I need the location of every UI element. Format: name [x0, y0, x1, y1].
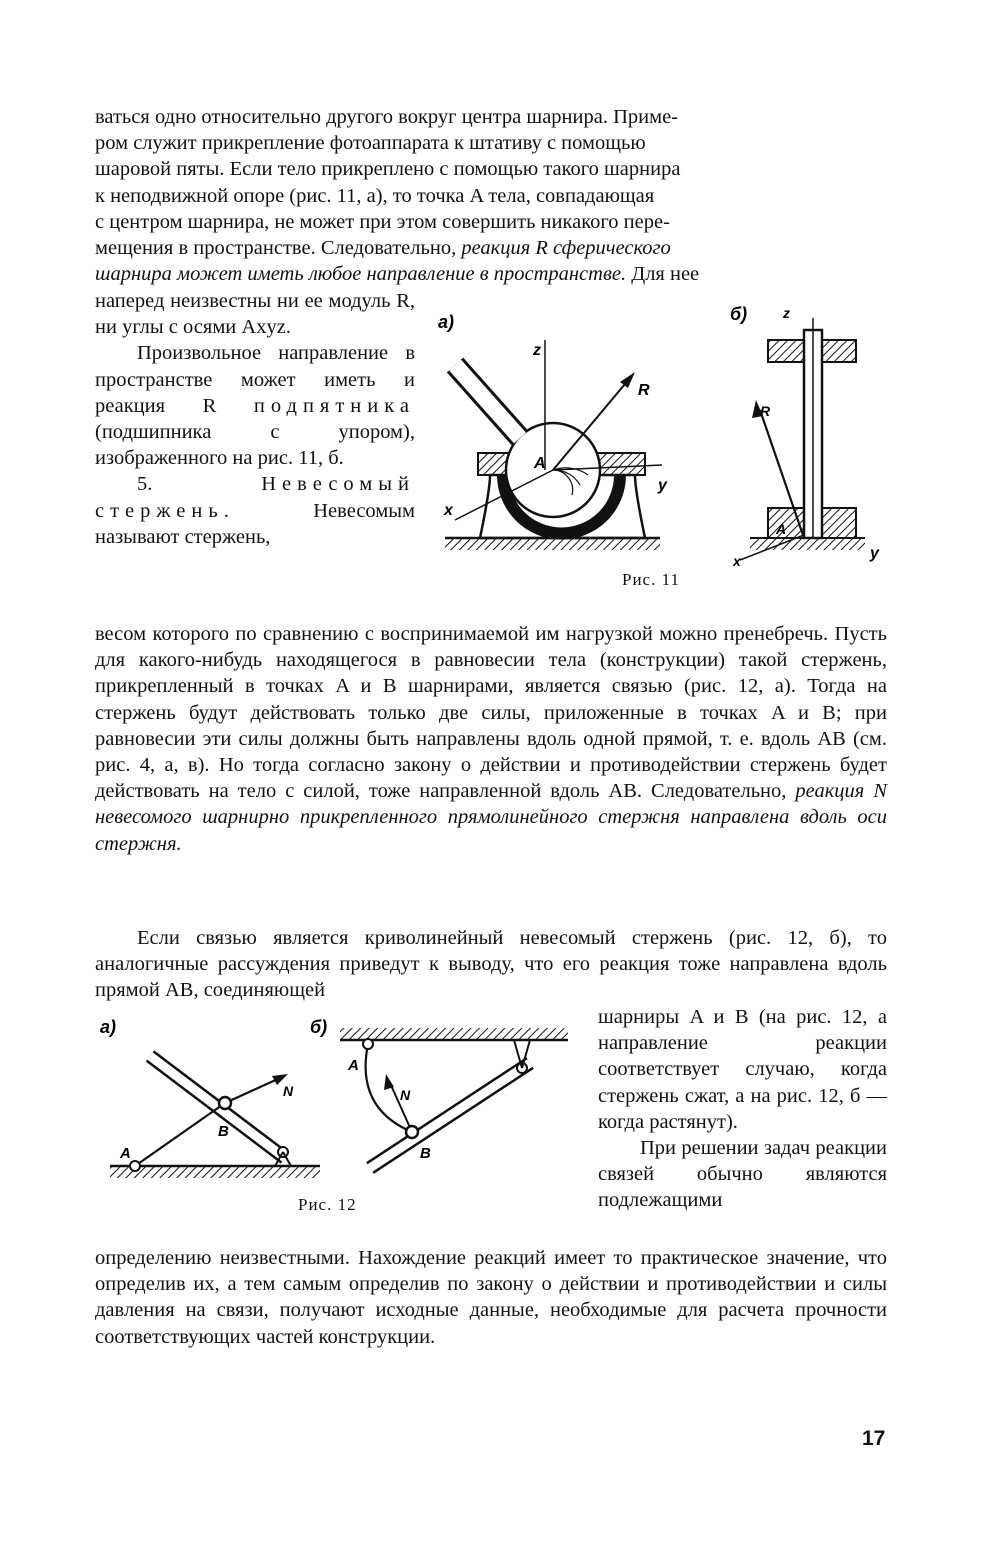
ground-hatch — [445, 538, 660, 550]
fig12a-drawing — [110, 1056, 320, 1178]
curved-rod-paragraph — [95, 925, 887, 1004]
left-column — [95, 288, 415, 550]
section-number: 5. — [137, 473, 153, 496]
fig11b-drawing — [740, 318, 865, 560]
right-paragraph-2: При решении задач реакции связей обычно являются подлежащими — [598, 1137, 887, 1212]
spaced-term: подпятника — [253, 394, 415, 417]
fig12-label-b: б) — [310, 1017, 328, 1037]
fig11-caption: Рис. 11 — [622, 570, 680, 589]
middle-paragraph — [95, 621, 887, 857]
line: мещения в пространстве. Следовательно, — [95, 237, 457, 260]
fig11-label-a: а) — [438, 312, 455, 332]
force-R-label: R — [760, 403, 771, 419]
left-paragraph-1: наперед неизвестны ни ее модуль R, ни углы с осями Axyz. — [95, 290, 415, 339]
fig12b-drawing — [340, 1028, 568, 1168]
axis-x-label: x — [733, 553, 741, 569]
line: ваться одно относительно другого вокруг центра шарнира. Приме- — [95, 106, 679, 128]
figure-11 — [430, 290, 890, 590]
text: весом которого по сравнению с воспринимаемой им нагрузкой можно пренебречь. Пусть для какого-нибудь находящегося в равновесии тела (конструкции) такой стержень, прикрепленный в точках A и B шарнирами, является связью (рис. 12, а). Тогда на стержень будут действовать только две силы, приложенные в точках A и B; при равновесии эти силы должны быть направлены вдоль одной прямой, т. е. вдоль AB (см. рис. 4, а, в). Но тогда согласно закону о действии и противодействии стержень будет действовать на тело с силой, тоже направленной вдоль AB. Следовательно, — [95, 623, 887, 803]
force-N-label: N — [283, 1083, 294, 1099]
fig11-label-b: б) — [730, 304, 748, 324]
point-B-label: B — [218, 1123, 229, 1140]
text: Невесомым называют стержень, — [95, 499, 415, 548]
page-number: 17 — [862, 1427, 886, 1450]
text: Если связью является криволинейный невесомый стержень (рис. 12, б), то аналогичные рассуждения приведут к выводу, что его реакция тоже направлена вдоль прямой AB, соединяющей — [95, 927, 887, 1002]
point-A-label: A — [534, 455, 546, 472]
force-N-label: N — [400, 1087, 411, 1103]
top-paragraph — [95, 104, 887, 287]
axis-x-label: x — [444, 502, 453, 519]
right-paragraph-1: шарниры A и B (на рис. 12, а направление реакции соответствует случаю, когда стержень сжат, а на рис. 12, б — когда растянут). — [598, 1006, 887, 1133]
text: Произвольное направление в пространстве может иметь и реакция R — [95, 342, 415, 417]
point-A-label: A — [776, 521, 787, 537]
section-title: Невесомый стержень. — [95, 473, 415, 522]
line: Для нее — [631, 263, 700, 286]
axis-z-label: z — [783, 305, 790, 321]
figure-12 — [100, 1008, 580, 1198]
line: к неподвижной опоре (рис. 11, а), то точка A тела, совпадающая — [95, 184, 655, 207]
point-B-label: B — [420, 1145, 431, 1162]
axis-y-label: y — [658, 477, 667, 494]
line: с центром шарнира, не может при этом совершить никакого пере- — [95, 210, 670, 233]
emphasis: шарнира может иметь любое направление в пространстве. — [95, 263, 627, 286]
fig11a-drawing — [445, 340, 662, 550]
left-paragraph-2 — [95, 340, 415, 471]
left-paragraph-3 — [95, 471, 415, 550]
axis-z-label: z — [533, 342, 541, 359]
axis-y-label: y — [870, 545, 879, 562]
point-A-label: A — [348, 1057, 359, 1074]
text: (подшипника с упором), изображенного на рис. 11, б. — [95, 421, 415, 470]
point-A-label: A — [120, 1145, 131, 1162]
emphasis: реакция N невесомого шарнирно прикрепленного прямолинейного стержня направлена вдоль оси стержня. — [95, 780, 887, 855]
text: определению неизвестными. Нахождение реакций имеет то практическое значение, что определив их, а тем самым определив по закону о действии и противодействии и силы давления на связи, получают исходные данные, необходимые для расчета прочности соответствующих частей конструкции. — [95, 1247, 887, 1348]
emphasis: реакция R сферического — [461, 237, 671, 260]
line: ром служит прикрепление фотоаппарата к штативу с помощью — [95, 132, 646, 155]
force-R-label: R — [638, 382, 650, 399]
bottom-paragraph — [95, 1245, 887, 1350]
fig12-caption: Рис. 12 — [298, 1195, 357, 1214]
right-column — [598, 1004, 887, 1214]
line: шаровой пяты. Если тело прикреплено с помощью такого шарнира — [95, 158, 681, 181]
fig12-label-a: а) — [100, 1017, 117, 1037]
